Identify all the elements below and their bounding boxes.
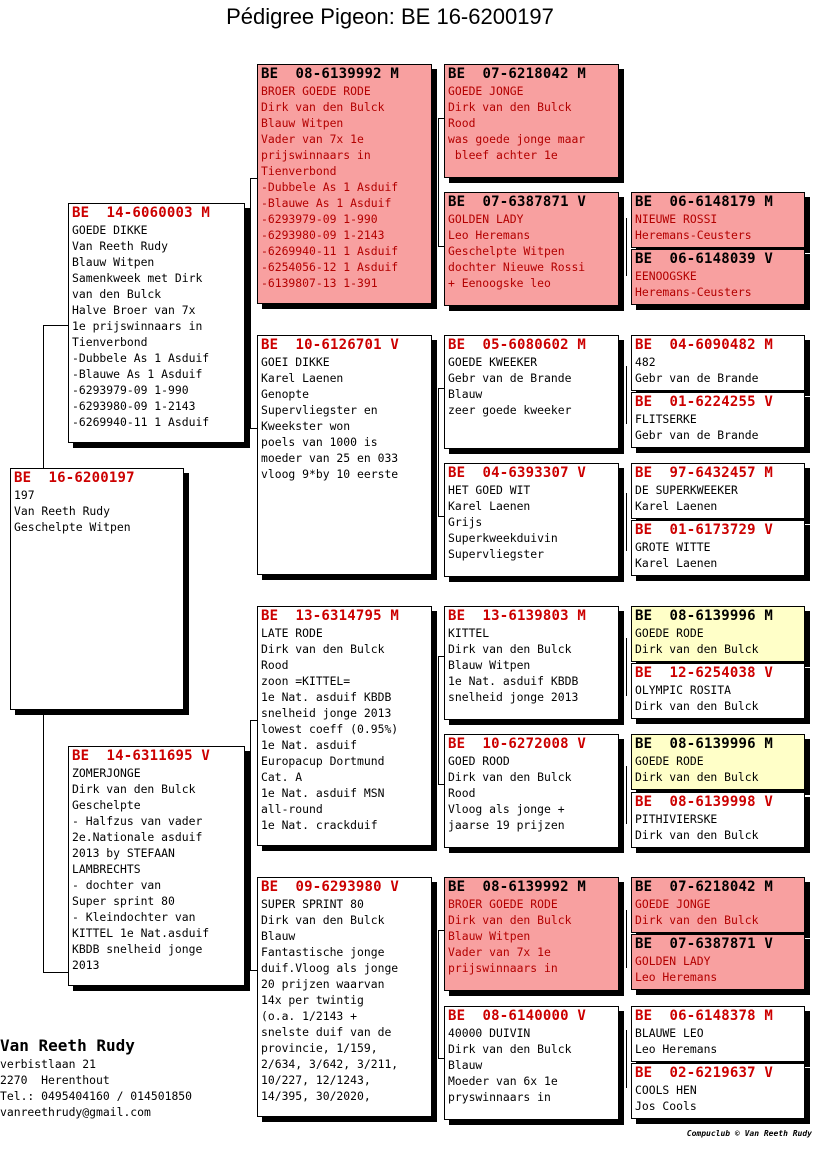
card-line: Blauw Witpen	[72, 255, 155, 269]
card-line: was goede jonge maar	[448, 132, 586, 146]
card-line: GOEDE KWEEKER	[448, 355, 538, 369]
ring-number: BE 12-6254038 V	[635, 665, 774, 681]
connector-line	[43, 325, 44, 468]
ring-number: BE 14-6060003 M	[72, 205, 211, 221]
ring-number: BE 10-6272008 V	[448, 736, 587, 752]
card-line: KBDB snelheid jonge	[72, 942, 203, 956]
card-line: GOED ROOD	[448, 754, 510, 768]
card-line: KITTEL 1e Nat.asduif	[72, 926, 210, 940]
ring-number: BE 07-6387871 V	[448, 194, 587, 210]
pigeon-card-gf-paternal[interactable]	[257, 64, 432, 304]
card-line: -6254056-12 1 Asduif	[261, 260, 399, 274]
pigeon-card-gen3[interactable]	[444, 734, 619, 848]
card-line: Karel Laenen	[261, 371, 344, 385]
card-line: Geschelpte Witpen	[448, 244, 565, 258]
card-line: 2013 by STEFAAN	[72, 846, 175, 860]
card-line: Geschelpte	[72, 798, 141, 812]
connector-line	[438, 118, 439, 246]
owner-name: Van Reeth Rudy	[0, 1036, 135, 1055]
pigeon-card-gm-maternal[interactable]	[257, 877, 432, 1117]
pigeon-card-gen3[interactable]	[444, 463, 619, 577]
card-line: Blauw	[448, 1058, 483, 1072]
card-line: - dochter van	[72, 878, 162, 892]
connector-line	[43, 325, 68, 326]
card-line: prijswinnaars in	[448, 961, 558, 975]
pigeon-card-gm-paternal[interactable]	[257, 335, 432, 575]
card-line: GOEDE RODE	[635, 754, 704, 768]
card-line: Dirk van den Bulck	[635, 642, 759, 656]
card-line: EENOOGSKE	[635, 269, 697, 283]
connector-line	[438, 930, 439, 1058]
card-line: snelheid jonge 2013	[261, 706, 392, 720]
pigeon-card-gen3[interactable]	[444, 335, 619, 449]
ring-number: BE 08-6140000 V	[448, 1008, 587, 1024]
card-line: Blauw Witpen	[448, 929, 531, 943]
ring-number: BE 08-6139996 M	[635, 608, 774, 624]
card-line: pryswinnaars in	[448, 1090, 551, 1104]
card-line: Tienverbond	[261, 164, 337, 178]
ring-number: BE 13-6314795 M	[261, 608, 400, 624]
ring-number: BE 05-6080602 M	[448, 337, 587, 353]
pigeon-card-gen4[interactable]	[631, 606, 805, 662]
card-line: Gebr van de Brande	[635, 428, 759, 442]
footer-credit: Compuclub © Van Reeth Rudy	[686, 1129, 812, 1138]
card-line: Blauw Witpen	[448, 658, 531, 672]
ring-number: BE 07-6218042 M	[448, 66, 587, 82]
connector-line	[438, 388, 439, 516]
pigeon-card-gen4[interactable]	[631, 934, 805, 990]
owner-city: 2270 Herenthout	[0, 1073, 110, 1087]
ring-number: BE 14-6311695 V	[72, 748, 211, 764]
pigeon-card-gen3[interactable]	[444, 192, 619, 306]
card-line: Heremans-Ceusters	[635, 228, 752, 242]
connector-line	[250, 970, 257, 971]
card-line: -Dubbele As 1 Asduif	[72, 351, 210, 365]
card-line: Dirk van den Bulck	[448, 100, 572, 114]
connector-line	[626, 766, 627, 824]
card-line: (o.a. 1/2143 +	[261, 1009, 358, 1023]
card-line: Rood	[448, 116, 476, 130]
card-line: Rood	[261, 658, 289, 672]
ring-number: BE 97-6432457 M	[635, 465, 774, 481]
card-line: 1e Nat. asduif	[261, 738, 358, 752]
card-line: Karel Laenen	[448, 499, 531, 513]
card-line: lowest coeff (0.95%)	[261, 722, 399, 736]
pigeon-card-gen4[interactable]	[631, 734, 805, 790]
card-line: Vader van 7x 1e	[448, 945, 551, 959]
card-line: FLITSERKE	[635, 412, 697, 426]
pigeon-card-gen4[interactable]	[631, 520, 805, 576]
owner-address: verbistlaan 21	[0, 1057, 97, 1071]
card-line: Dirk van den Bulck	[635, 828, 759, 842]
card-line: -6293980-09 1-2143	[261, 228, 385, 242]
ring-number: BE 06-6148378 M	[635, 1008, 774, 1024]
ring-number: BE 01-6173729 V	[635, 522, 774, 538]
card-line: 2013	[72, 958, 100, 972]
card-line: duif.Vloog als jonge	[261, 961, 399, 975]
card-line: OLYMPIC ROSITA	[635, 683, 732, 697]
card-line: BROER GOEDE RODE	[261, 84, 371, 98]
ring-number: BE 08-6139998 V	[635, 794, 774, 810]
card-line: GOLDEN LADY	[635, 954, 711, 968]
pigeon-card-gen4[interactable]	[631, 877, 805, 933]
connector-line	[438, 656, 439, 784]
pigeon-card-gen4[interactable]	[631, 792, 805, 848]
ring-number: BE 06-6148179 M	[635, 194, 774, 210]
card-line: Dirk van den Bulck	[448, 642, 572, 656]
ring-number: BE 04-6393307 V	[448, 465, 587, 481]
card-line: 10/227, 12/1243,	[261, 1073, 371, 1087]
card-line: Dirk van den Bulck	[261, 642, 385, 656]
card-line: COOLS HEN	[635, 1083, 697, 1097]
card-line: Karel Laenen	[635, 499, 718, 513]
card-line: GOEDE RODE	[635, 626, 704, 640]
ring-number: BE 07-6387871 V	[635, 936, 774, 952]
owner-email: vanreethrudy@gmail.com	[0, 1105, 151, 1119]
card-line: Gebr van de Brande	[448, 371, 572, 385]
card-line: Supervliegster	[448, 547, 545, 561]
pigeon-card-gen4[interactable]	[631, 392, 805, 448]
connector-line	[626, 638, 627, 696]
card-line: Vloog als jonge +	[448, 802, 565, 816]
card-line: 2/634, 3/642, 3/211,	[261, 1057, 399, 1071]
card-line: zoon =KITTEL=	[261, 674, 351, 688]
card-line: vloog 9*by 10 eerste	[261, 467, 399, 481]
owner-info	[0, 1036, 192, 1120]
card-line: -6293979-09 1-990	[261, 212, 378, 226]
card-line: GOLDEN LADY	[448, 212, 524, 226]
card-line: Leo Heremans	[448, 228, 531, 242]
card-line: -6293979-09 1-990	[72, 383, 189, 397]
card-line: 20 prijzen waarvan	[261, 977, 385, 991]
card-line: - Halfzus van vader	[72, 814, 203, 828]
connector-line	[626, 218, 627, 276]
card-line: NIEUWE ROSSI	[635, 212, 718, 226]
card-line: Blauw Witpen	[261, 116, 344, 130]
card-line: bleef achter 1e	[448, 148, 558, 162]
connector-line	[250, 428, 257, 429]
card-line: Rood	[448, 786, 476, 800]
connector-line	[250, 178, 251, 428]
ring-number: BE 10-6126701 V	[261, 337, 400, 353]
card-line: Moeder van 6x 1e	[448, 1074, 558, 1088]
card-line: LATE RODE	[261, 626, 323, 640]
card-line: -Blauwe As 1 Asduif	[261, 196, 392, 210]
card-line: prijswinnaars in	[261, 148, 371, 162]
connector-line	[43, 710, 44, 972]
card-line: KITTEL	[448, 626, 490, 640]
ring-number: BE 16-6200197	[14, 470, 135, 486]
ring-number: BE 08-6139992 M	[261, 66, 400, 82]
connector-line	[626, 493, 627, 551]
card-line: 482	[635, 355, 656, 369]
pigeon-card-gen4[interactable]	[631, 192, 805, 248]
card-line: dochter Nieuwe Rossi	[448, 260, 586, 274]
card-line: Blauw	[261, 929, 296, 943]
card-line: -6269940-11 1 Asduif	[261, 244, 399, 258]
connector-line	[250, 720, 251, 970]
card-line: Europacup Dortmund	[261, 754, 385, 768]
card-line: Halve Broer van 7x	[72, 303, 196, 317]
card-line: Tienverbond	[72, 335, 148, 349]
connector-line	[626, 366, 627, 424]
ring-number: BE 07-6218042 M	[635, 879, 774, 895]
card-line: DE SUPERKWEEKER	[635, 483, 738, 497]
connector-line	[43, 972, 68, 973]
card-line: Dirk van den Bulck	[261, 913, 385, 927]
pigeon-card-gen4[interactable]	[631, 1006, 805, 1062]
card-line: Vader van 7x 1e	[261, 132, 364, 146]
card-line: Gebr van de Brande	[635, 371, 759, 385]
pigeon-card-gen4[interactable]	[631, 335, 805, 391]
card-line: Dirk van den Bulck	[448, 913, 572, 927]
card-line: provincie, 1/159,	[261, 1041, 378, 1055]
card-line: 197	[14, 488, 35, 502]
card-line: GOEI DIKKE	[261, 355, 330, 369]
card-line: -Blauwe As 1 Asduif	[72, 367, 203, 381]
card-line: Van Reeth Rudy	[72, 239, 169, 253]
card-line: snelheid jonge 2013	[448, 690, 579, 704]
card-line: 1e Nat. asduif KBDB	[261, 690, 392, 704]
card-line: 1e prijswinnaars in	[72, 319, 203, 333]
card-line: 1e Nat. asduif MSN	[261, 786, 385, 800]
card-line: Superkweekduivin	[448, 531, 558, 545]
owner-phone: Tel.: 0495404160 / 014501850	[0, 1089, 193, 1103]
card-line: - Kleindochter van	[72, 910, 196, 924]
card-line: BLAUWE LEO	[635, 1026, 704, 1040]
card-line: Genopte	[261, 387, 310, 401]
card-line: Grijs	[448, 515, 483, 529]
card-line: 1e Nat. crackduif	[261, 818, 378, 832]
card-line: GOEDE JONGE	[448, 84, 524, 98]
pigeon-card-mother[interactable]	[68, 746, 245, 986]
ring-number: BE 09-6293980 V	[261, 879, 400, 895]
card-line: van den Bulck	[72, 287, 162, 301]
card-line: 1e Nat. asduif KBDB	[448, 674, 579, 688]
pigeon-card-gen4[interactable]	[631, 663, 805, 719]
pigeon-card-gen3[interactable]	[444, 1006, 619, 1120]
connector-line	[626, 910, 627, 968]
card-line: Dirk van den Bulck	[448, 770, 572, 784]
pigeon-card-gen3[interactable]	[444, 606, 619, 720]
ring-number: BE 01-6224255 V	[635, 394, 774, 410]
pigeon-card-gf-maternal[interactable]	[257, 606, 432, 846]
card-line: 40000 DUIVIN	[448, 1026, 531, 1040]
ring-number: BE 04-6090482 M	[635, 337, 774, 353]
card-line: HET GOED WIT	[448, 483, 531, 497]
card-line: Samenkweek met Dirk	[72, 271, 203, 285]
card-line: Fantastische jonge	[261, 945, 385, 959]
connector-line	[250, 720, 257, 721]
card-line: moeder van 25 en 033	[261, 451, 399, 465]
card-line: -6139807-13 1-391	[261, 276, 378, 290]
card-line: -6269940-11 1 Asduif	[72, 415, 210, 429]
card-line: PITHIVIERSKE	[635, 812, 718, 826]
card-line: 2e.Nationale asduif	[72, 830, 203, 844]
card-line: Super sprint 80	[72, 894, 175, 908]
ring-number: BE 08-6139996 M	[635, 736, 774, 752]
card-line: Dirk van den Bulck	[72, 782, 196, 796]
card-line: Dirk van den Bulck	[635, 913, 759, 927]
pigeon-card-father[interactable]	[68, 203, 245, 443]
card-line: Dirk van den Bulck	[261, 100, 385, 114]
card-line: + Eenoogske leo	[448, 276, 551, 290]
card-line: all-round	[261, 802, 323, 816]
card-line: Jos Cools	[635, 1099, 697, 1113]
ring-number: BE 13-6139803 M	[448, 608, 587, 624]
card-line: Geschelpte Witpen	[14, 520, 131, 534]
card-line: jaarse 19 prijzen	[448, 818, 565, 832]
card-line: ZOMERJONGE	[72, 766, 141, 780]
card-line: BROER GOEDE RODE	[448, 897, 558, 911]
card-line: GOEDE JONGE	[635, 897, 711, 911]
ring-number: BE 08-6139992 M	[448, 879, 587, 895]
card-line: 14x per twintig	[261, 993, 364, 1007]
card-line: poels van 1000 is	[261, 435, 378, 449]
card-line: Leo Heremans	[635, 1042, 718, 1056]
card-line: Karel Laenen	[635, 556, 718, 570]
card-line: Van Reeth Rudy	[14, 504, 111, 518]
connector-line	[250, 178, 257, 179]
card-line: Leo Heremans	[635, 970, 718, 984]
page-title: Pédigree Pigeon: BE 16-6200197	[226, 4, 554, 29]
card-line: -Dubbele As 1 Asduif	[261, 180, 399, 194]
card-line: zeer goede kweeker	[448, 403, 572, 417]
pigeon-card-gen4[interactable]	[631, 1063, 805, 1119]
card-line: Dirk van den Bulck	[635, 699, 759, 713]
card-line: GOEDE DIKKE	[72, 223, 148, 237]
ring-number: BE 06-6148039 V	[635, 251, 774, 267]
card-line: Kweekster won	[261, 419, 351, 433]
card-line: SUPER SPRINT 80	[261, 897, 364, 911]
pigeon-card-gen4[interactable]	[631, 249, 805, 305]
card-line: snelste duif van de	[261, 1025, 392, 1039]
ring-number: BE 02-6219637 V	[635, 1065, 774, 1081]
card-line: 14/395, 30/2020,	[261, 1089, 371, 1103]
pigeon-card-subject[interactable]	[10, 468, 184, 710]
card-line: -6293980-09 1-2143	[72, 399, 196, 413]
pigeon-card-gen4[interactable]	[631, 463, 805, 519]
card-line: LAMBRECHTS	[72, 862, 141, 876]
connector-line	[626, 1030, 627, 1088]
card-line: GROTE WITTE	[635, 540, 711, 554]
card-line: Dirk van den Bulck	[635, 770, 759, 784]
card-line: Supervliegster en	[261, 403, 378, 417]
card-line: Dirk van den Bulck	[448, 1042, 572, 1056]
card-line: Cat. A	[261, 770, 303, 784]
pigeon-card-gen3[interactable]	[444, 877, 619, 991]
card-line: Blauw	[448, 387, 483, 401]
pigeon-card-gen3[interactable]	[444, 64, 619, 178]
card-line: Heremans-Ceusters	[635, 285, 752, 299]
